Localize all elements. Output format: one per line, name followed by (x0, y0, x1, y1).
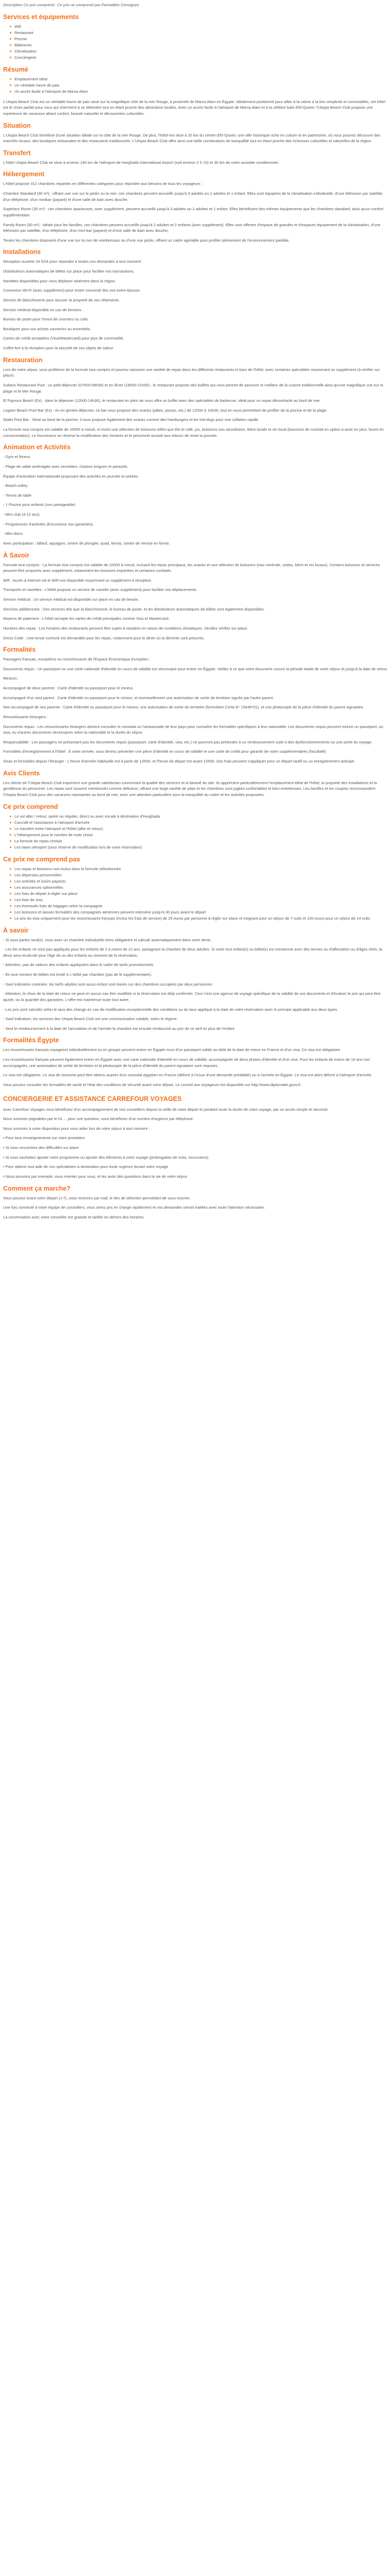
conciergerie-paragraph: Nous sommes joignables par le 01 ... pour une question, vous bénéficiez d'un numéro d'urgence par téléphone. (3, 1116, 194, 1122)
formalites-paragraph: Non accompagné de ses parents : Carte d'identité ou passeport pour le mineur, une autorisation de sortie de territoire (formulaire Cerfa N° 15646*01), et une photocopie de la pièce d'identité du parent signataire. (3, 705, 365, 710)
ce-prix-comprend-heading: Ce prix comprend (3, 803, 58, 810)
restauration-paragraph: El Fayrouz Beach (Ex) : dans le déjeuner (12h00-14h30), le restaurant en plein air vous offre un buffet avec des spécialités de barbecue, idéal pour un repas décontracté au bord de mer. (3, 398, 321, 403)
conciergerie-paragraph: • Pour obtenir tout aide de nos spécialistes à destination pour toute urgence durant votre voyage (3, 1164, 168, 1170)
formalites-heading: Formalités (3, 646, 36, 654)
conciergerie-heading: CONCIERGERIE ET ASSISTANCE CARREFOUR VOYAGES (3, 1095, 182, 1103)
animation-item: - Tennis de table (3, 493, 31, 498)
a-savoir-2-paragraph: - Sauf indication contraire, les tarifs adultes sont aussi enfant sont basés sur des chambres occupées par deux personnes. (3, 981, 213, 987)
hebergement-paragraph: Toutes les chambres disposent d'une vue sur la mer de nombreuses ou d'une vue jardin, offrant un cadre agréable pour profiter pleinement de l'environnement paisible. (3, 238, 290, 243)
formalites-paragraph: Visas et formalités depuis l'étranger : L'heure d'arrivée habituelle est à partir de 12h00, et l'heure de départ est avant 12h00. Des frais peuvent s'appliquer pour un départ tardif ou un enregistrement anticipé. (3, 759, 355, 764)
hebergement-paragraph: L'hôtel propose 312 chambres réparties en différentes catégories pour répondre aux besoins de tous les voyageurs : (3, 181, 203, 187)
transfert-body: L'hôtel Utopia Beach Club se situe à environ 140 km de l'aéroport de Hurghada International Airport (soit environ 2 h 15) et 30 km de notre assistée conditionnée. (3, 160, 280, 165)
avis-clients-heading: Avis Clients (3, 769, 40, 777)
product-description-page (0, 2, 391, 1220)
a-savoir-2-paragraph: - En tout nombre de bébés est limité à 1 bébé par chambre (pas de lit supplémentaire). (3, 972, 152, 977)
animation-item: - Mini disco (3, 531, 23, 536)
resume-body: L'Utopia Beach Club est un véritable havre de paix situé sur la magnifique côte de la mer Rouge, à proximité de Marsa Alam en Égypte. Idéalement positionné pour allier à la calme à la fois simplicité et commodités, cet hôtel est le choix parfait pour ceux qui cherchent à se détendre tout en étant proche des attractions locales. Avec un accès facile à l'aéroport de Marsa Alam et à la célèbre baie d'El-Quseir, l'Utopia Beach Club propose une expérience de vacances alliant confort, beauté naturelle et découvertes culturelles. (3, 99, 385, 116)
formalites-egypte-paragraph: Les ressortissants français voyageant individuellement ou en groupe peuvent entrer en Égypte muni d'un passeport valide au-delà de la date de retour en France et d'un visa. Ce visa est obligatoire. (3, 1047, 341, 1053)
installations-paragraph: Service de blanchisserie pour assurer la propreté de vos vêtements. (3, 297, 120, 302)
services-list (3, 24, 388, 61)
comment-heading: Comment ça marche? (3, 1184, 71, 1192)
a-savoir-paragraph: Moyens de paiement : L'hôtel accepte les cartes de crédit principales comme Visa et Mastercard. (3, 616, 170, 621)
services-heading: Services et équipements (3, 13, 79, 21)
included-item: L'hébergement pour le nombre de nuits choisi (14, 832, 388, 838)
installations-paragraph: Coffre-fort à la réception pour la sécurité de vos objets de valeur. (3, 346, 114, 350)
installations-paragraph: Connexion Wi-Fi (avec supplément) pour rester connecté des nos entre-épouse. (3, 288, 141, 293)
formalites-paragraph: Accompagné de deux parents : Carte d'identité ou passeport pour le mineur. (3, 686, 134, 690)
comment-paragraph: Vous pouvez avant votre départ (J-7), vous recevrez par mail, le lien de sélection permettant de vous inscrire. (3, 1195, 191, 1200)
restauration-paragraph: Lors de votre séjour, vous profiterez de la formule tout compris et pourrez savourer une variété de repas dans les différents restaurants et bars de l'hôtel, avec certaines spécialités moyennant un supplément (à vérifier sur place). (3, 367, 380, 378)
comment-paragraph: Une fois connecté à notre équipe de conseillers, vous serez pris en charge rapidement et vos demandes seront traitées avec toute l'attention nécessaire. (3, 1205, 265, 1210)
formalites-paragraph: Ressortissants étrangers : (3, 714, 48, 719)
excluded-item: Les frais de départ à régler sur place (14, 891, 388, 897)
formalites-paragraph: Mineurs : (3, 676, 19, 681)
conciergerie-paragraph: • Si vous souhaitez ajouter votre programme ou ajouter des éléments à votre voyage (prolongation de nuits, excursions) (3, 1155, 208, 1160)
conciergerie-paragraph: • Nous pouvons par exemple, vous orienter pour vous, et les avoir des questions dans la vie de votre séjour (3, 1174, 187, 1179)
a-savoir-paragraph: Formule tout compris : La formule tout compris est valable de 10h00 à minuit, incluant les repas principaux, les snacks et une sélection de boissons (eau minérale, sodas, bière et vin locaux). Certains boissons et services peuvent être proposés avec supplément, notamment les boissons importées et certaines cocktails. (3, 562, 380, 573)
a-savoir-2-paragraph: - Les prix sont calculés selon le taux des change en cas de modification exceptionnelle des conditions ou du taux appliqué à la date de votre réservation avec le principe applicable aux deux types. (3, 1007, 338, 1012)
formalites-paragraph: Responsabilité : Les passagers ne présentant pas les documents requis (passeport, carte d'identité, visa, etc.) ne pourront pas prétendre à un remboursement suite à des dysfonctionnements ou une perte du voyage. (3, 739, 373, 744)
ce-prix-ne-comprend-pas-list (3, 866, 388, 922)
animation-item: - Programmes d'activités (Excursions non garanties). (3, 521, 94, 527)
included-item: La formule de repas choisie (14, 838, 388, 844)
service-item: Climatisation (14, 48, 388, 55)
a-savoir-paragraph: Dress Code : Une tenue correcte est demandée pour les repas, notamment pour le dîner où la décente sont prescrits. (3, 635, 205, 640)
formalites-paragraph: Accompagné d'un seul parent : Carte d'identité ou passeport pour le mineur, et éventuellement une autorisation de sortie de territoire signée par l'autre parent. (3, 695, 274, 700)
formalites-egypte-heading: Formalités Égypte (3, 1037, 59, 1044)
comment-paragraph: La conversation avec votre conseiller est gratuite et tarifée en dehors des horaires. (3, 1214, 145, 1219)
formalites-egypte-paragraph: Le visa est obligatoire. Le visa de tourisme peut être obtenu auprès d'un consulat égyptien en France (délivré à l'issue d'une demande préalable) ou à l'arrivée en Égypte. Le visa est alors délivré à l'aéroport d'arrivée. (3, 1073, 372, 1078)
a-savoir-paragraph: Service médical : Un service médical est disponible sur place en cas de besoin. (3, 597, 139, 602)
a-savoir-paragraph: Horaires des repas : Les horaires des restaurants peuvent être sujets à variation en raison de conditions climatiques. Veuillez vérifier sur place. (3, 625, 248, 631)
excluded-item: Les dépenses personnelles (14, 872, 388, 878)
animation-heading: Animation et Activités (3, 444, 71, 451)
installations-paragraph: Bureau de poste pour l'envoi de courriers ou colis. (3, 317, 89, 322)
a-savoir-2-paragraph: - Attention, le choix de la date de retour ne peut en aucun cas être modifiée si la réservation est déjà confirmée. Ceci n'est une agence de voyage spécifique de la validité de vos documents et d'évaluer le prix qui peut être ajusté, ou la quantité des garanties. L'offre est maintenue toute tout autre. (3, 991, 381, 1002)
animation-item: - Mini club (4-12 ans) (3, 512, 40, 517)
resume-list (3, 76, 388, 95)
a-savoir-paragraph: Wifi : Accès à Internet via le WiFi est disponible moyennant un supplément à réception. (3, 578, 152, 583)
service-item: Bâtiments (14, 42, 388, 48)
animation-item: - Gym et fitness (3, 454, 30, 460)
hebergement-paragraph: Supérieur Room (30 m²) : ces chambres spacieuses, avec supplément, peuvent accueillir jusqu'à 3 adultes ou 2 adultes et 1 enfant. Elles bénéficient des mêmes équipements que les chambres standard, ainsi qu'un confort supplémentaire. (3, 207, 384, 217)
excluded-item: Le prix du visa uniquement pour les ressortissants français (inclus les frais de service) de 25 euros par personne à régler sur place et exigeant pour un séjour de 7 nuits et 100 euros pour un séjour de 14 nuits (14, 916, 388, 922)
included-item: Le vol aller / retour, opéré ou régulier, direct ou avec escale à destination d'Hurghada (14, 814, 388, 820)
installations-paragraph: Réception ouverte 24 h/24 pour répondre à toutes vos demandes à tout moment. (3, 259, 142, 264)
conciergerie-paragraph: Avec Carrefour Voyages vous bénéficiez d'un accompagnement de nos conseillers depuis la veille de votre départ et pendant toute la durée de votre voyage, par un accès simple et sécurisé. (3, 1107, 329, 1112)
excluded-item: Les assurances optionnelles (14, 885, 388, 891)
included-item: Le transfert entre l'aéroport et l'hôtel (aller et retour) (14, 826, 388, 832)
a-savoir-paragraph: Transports et navettes : L'hôtel propose un service de navette (avec supplément) pour faciliter vos déplacements. (3, 587, 198, 592)
restauration-paragraph: Sultans Restaurant Pool : un petit-déjeuner (07h00-09h30) et en dîner (19h00-21h00) ; le restaurant propose des buffets qui vous permet de savourer le meilleur de la cuisine traditionnelle ainsi qu'une magnifique vue sur la plage et le Mer Rouge. (3, 382, 383, 394)
excluded-item: Les boissons et laissez formalités des compagnies aériennes peuvent intervenir jusqu'à 30 jours avant le départ (14, 909, 388, 916)
avis-clients-body: Les clients de l'Utopia Beach Club expriment une grande satisfaction concernant la qualité des services et la beauté du site. Ils apprécient particulièrement l'emplacement idéal de l'hôtel, la propreté des installations et la gentillesse du personnel. Les repas sont souvent mentionnés comme délicieux, offrant une large variété de plats et les chambres sont jugées confortables et bien entretenues. Les familles et les couples recommandent l'Utopia Beach Club pour des vacances reposantes au bord de mer, avec une attention particulière pour la tranquillité du cadre et les activités proposées. (3, 780, 377, 797)
a-savoir-2-paragraph: - Si vous partez seul(e), vous avez un chambre individuelle et/ou obligatoire et calculé automatiquement dans votre devis. (3, 937, 211, 942)
resume-item: Un accès facile à l'aéroport de Marsa Alam (14, 89, 388, 95)
a-savoir-heading: À Savoir (3, 551, 29, 559)
a-savoir-2-paragraph: - Seul le remboursement à la date de l'annulation et de l'arrivée la chambre est ensuite remboursé au prix de ce tarif en plus de l'enfant. (3, 1026, 235, 1031)
situation-body: L'Utopia Beach Club bénéficie d'une situation idéale sur la côte de la mer Rouge. De plus, l'hôtel est situé à 20 km du centre d'El-Quseir, une ville historique riche en culture et en patrimoine, où vous pourrez découvrir des marchés locaux, des boutiques artisanales et des restaurants traditionnels. L'Utopia Beach Club offre ainsi une belle combinaison de tranquillité tout en étant proche des richesses culturelles et naturelles de la région. (3, 132, 381, 144)
conciergerie-paragraph: • Si vous rencontrez des difficultés sur place (3, 1145, 79, 1150)
animation-item: Avec participation : billard, aquagym, centre de plongée, quad, tennis, centre de remise en forme. (3, 540, 170, 546)
a-savoir-paragraph: Services additionnels : Des services tels que la blanchisserie, le bureau de poste, et les distributeurs automatiques de billets sont également disponibles. (3, 606, 265, 612)
installations-heading: Installations (3, 248, 41, 256)
formalites-egypte-paragraph: Vous pouvez consulter les formalités de santé et l'état des conditions de sécurité avant votre départ. Le conseil aux voyageurs est disponible sur http://www.diplomatie.gouv.fr. (3, 1082, 302, 1087)
a-savoir-2-paragraph: - Les lits enfants ne sont pas appliqués pour les enfants de 2 à moins de 12 ans, partageant la chambre de deux adultes. Si votre tout enfant(s) ou bébé(s) est mentionné avec des termes ou d'affectation ou d'âges réels, la devis sera recalculé pour l'âge de ou des enfants au moment de la réservation. (3, 947, 382, 958)
restauration-heading: Restauration (3, 356, 43, 364)
excluded-item: Les éventuels frais de bagages selon la compagnie (14, 903, 388, 909)
intro-tabs-text: Description Ce prix comprend : Ce prix ne comprend pas Formalités Consignes (3, 3, 139, 7)
installations-paragraph: Boutiques pour vos achats souvenirs ou essentiels. (3, 326, 91, 331)
resume-item: Un véritable havre de paix (14, 82, 388, 89)
animation-item: - 1 Piscine pour enfants (non partageable) (3, 502, 76, 507)
formalites-egypte-paragraph: Les ressortissants français peuvent également entrer en Égypte avec une carte nationale d'identité en cours de validité, accompagnée de deux photos d'identité et d'un visa. Pour les enfants de moins de 18 ans non accompagnés, une autorisation de sortie de territoire et la photocopie de la pièce d'identité du parent signataire sont requises. (3, 1057, 370, 1068)
a-savoir-2-paragraph: - Sauf indication, les services des Utopia Beach Club ont une communication valable, selon le régime. (3, 1016, 178, 1022)
restauration-paragraph: La formule tout compris est valable de 10h00 à minuit, et inclut une sélection de boissons telles que thé et café, jus, boissons non alcoolisées, bière locale et vin local (boissons de cocktail en option à avoir en plus, fourni en consommation). Le fournisseur se réserve la modification des horaires et le personnel assisté aux retours de toute la journée. (3, 427, 384, 438)
service-item: Conciergerie (14, 55, 388, 61)
animation-item: - Beach-volley (3, 483, 28, 488)
service-item: Wifi (14, 24, 388, 30)
hebergement-paragraph: Chambre Standard (30 m²) : offrant une vue sur le jardin ou la mer, ces chambres peuvent accueillir jusqu'à 3 adultes ou 2 adultes et 1 enfant. Elles sont équipées de la climatisation individuelle, d'une télévision par satellite, d'un téléphone, d'un minibar (payant) et d'une salle de bain avec douche. (3, 191, 384, 202)
a-savoir-2-paragraph: - Attention, pas de valeurs des enfants appliquées dans le cadre de tarifs promotionnels. (3, 962, 155, 968)
installations-paragraph: Cartes de crédit acceptées (Visa/Mastercard) pour plus de commodité. (3, 336, 124, 341)
included-item: Les taxes aéroport (sous réserve de modification lors de votre réservation) (14, 844, 388, 851)
resume-item: Emplacement idéal (14, 76, 388, 82)
a-savoir-2-heading: À savoir (3, 926, 29, 934)
installations-paragraph: Service médical disponible en cas de besoins. (3, 307, 83, 312)
conciergerie-paragraph: • Pour tous renseignements sur votre prestation (3, 1136, 85, 1141)
excluded-item: Les activités et loisirs payants (14, 878, 388, 885)
animation-item: Équipe d'animation internationale proposant des activités en journée et soirées. (3, 473, 139, 479)
formalites-paragraph: Documents requis : Les ressortissants étrangers doivent consulter le consulat ou l'ambassade de leur pays pour connaître les formalités spécifiques à leur nationalité. Les documents requis peuvent inclure un passeport, un visa, ou d'autres documents nécessaires selon la nationalité et la durée du séjour. (3, 724, 383, 735)
service-item: Restaurant (14, 30, 388, 36)
transfert-heading: Transfert (3, 149, 31, 157)
animation-item: - Plage de sable aménagée avec serviettes, chaises longues et parasols. (3, 464, 128, 469)
included-item: Carcraft et l'assistance à l'aéroport d'arrivée (14, 820, 388, 826)
installations-paragraph: Navettes disponibles pour vous déplacer aisément dans la région. (3, 278, 116, 283)
restauration-paragraph: Stalet Pool Bar : Situé au bord de la piscine, il vous propose également des snacks comme des hamburgers et les hot-dogs pour une collation rapide. (3, 417, 259, 422)
resume-heading: Résumé (3, 65, 28, 73)
situation-heading: Situation (3, 122, 31, 129)
conciergerie-paragraph: Nous sommes à votre disposition pour vous aider lors de votre séjour à tout moment : (3, 1126, 150, 1131)
installations-paragraph: Distributeurs automatiques de billets sur place pour faciliter vos transactions. (3, 269, 135, 274)
hebergement-paragraph: Family Room (50 m²) : idéale pour les familles, ces chambres peuvent accueillir jusqu'à 2 adultes et 2 enfants (avec supplément). Elles sont offertes d'espace de grandes et d'espaces équipement de la climatisation, d'une télévision par satellite, d'un téléphone, d'un mini-bar (payant) et d'une salle de bain avec douche. (3, 222, 381, 233)
excluded-item: Les repas et boissons non inclus dans la formule sélectionnée (14, 866, 388, 872)
ce-prix-ne-comprend-pas-heading: Ce prix ne comprend pas (3, 855, 80, 863)
formalites-paragraph: Documents requis : Un passeport ou une carte nationale d'identité en cours de validité est nécessaire pour entrer en Égypte. Veillez à ce que votre document couvre la période totale de votre séjour et jusqu'à la date de retour. (3, 666, 388, 671)
excluded-item: Les frais de visa (14, 897, 388, 903)
formalites-paragraph: Formalités d'enregistrement à l'hôtel : À votre arrivée, vous devrez présenter une pièce d'identité en cours de validité et une carte de crédit pour garantir de votre supplémentaires (facultatif). (3, 749, 327, 754)
service-item: Piscine (14, 36, 388, 42)
hebergement-heading: Hébergement (3, 171, 44, 178)
restauration-paragraph: Logiam Beach Pool Bar (Ex) : en en gentes-déjeuner, ce bar vous propose des snacks (pâtes, pizzas, etc.) de 12h00 à 16h00, tout en vous permettant de profiter de la piscine et de la plage. (3, 408, 328, 413)
ce-prix-comprend-list (3, 814, 388, 851)
formalites-paragraph: Passagers français, européens ou ressortissants de l'Espace Économique Européen : (3, 657, 151, 662)
